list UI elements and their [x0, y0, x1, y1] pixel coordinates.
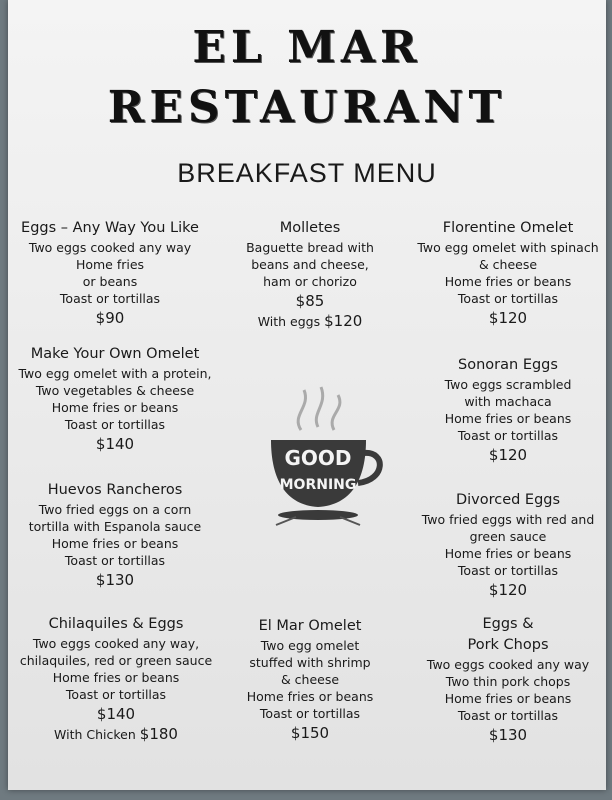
item-desc: Two egg omelet with spinach	[417, 240, 599, 255]
item-desc: Home fries or beans	[52, 670, 180, 685]
item-desc: beans and cheese,	[251, 257, 369, 272]
item-desc: ham or chorizo	[263, 274, 357, 289]
menu-item-sonoran-eggs	[410, 355, 606, 467]
item-price: $130	[488, 726, 528, 744]
item-desc: Toast or tortillas	[64, 553, 166, 568]
extra-price: $120	[324, 312, 363, 330]
item-name: Divorced Eggs	[455, 492, 561, 508]
item-name: El Mar Omelet	[258, 618, 362, 634]
item-price: $90	[95, 309, 125, 327]
menu-item-make-your-own-omelet	[10, 344, 220, 456]
menu-item-el-mar-omelet	[215, 616, 405, 745]
menu-subtitle: BREAKFAST MENU	[177, 158, 437, 188]
item-desc: Toast or tortillas	[59, 291, 161, 306]
item-name-line2: Pork Chops	[467, 637, 549, 653]
menu-paper	[8, 0, 606, 790]
item-desc: Home fries	[75, 257, 145, 272]
item-desc: Toast or tortillas	[457, 708, 559, 723]
item-price: $85	[295, 292, 325, 310]
item-desc: green sauce	[469, 529, 547, 544]
item-desc: Two eggs cooked any way,	[32, 636, 200, 651]
item-desc: Two vegetables & cheese	[35, 383, 195, 398]
item-name: Sonoran Eggs	[458, 357, 558, 373]
item-desc: Two fried eggs on a corn	[38, 502, 192, 517]
item-desc: Home fries or beans	[246, 689, 374, 704]
item-desc: Two eggs cooked any way	[28, 240, 192, 255]
item-extra	[215, 313, 405, 330]
item-desc: Toast or tortillas	[259, 706, 361, 721]
menu-item-divorced-eggs	[410, 490, 606, 602]
item-desc: Two fried eggs with red and	[421, 512, 595, 527]
item-desc: or beans	[82, 274, 138, 289]
good-morning-coffee-cup-icon	[256, 385, 386, 545]
item-name-line1: Eggs &	[482, 616, 534, 632]
item-desc: & cheese	[478, 257, 538, 272]
item-price: $120	[488, 446, 528, 464]
item-desc: Toast or tortillas	[457, 563, 559, 578]
item-desc: Home fries or beans	[444, 274, 572, 289]
item-desc: Toast or tortillas	[64, 417, 166, 432]
extra-label: With Chicken	[54, 727, 136, 742]
extra-label: With eggs	[257, 314, 321, 329]
item-desc: Two eggs cooked any way	[426, 657, 590, 672]
item-price: $120	[488, 309, 528, 327]
item-price: $130	[95, 571, 135, 589]
item-name: Chilaquiles & Eggs	[48, 616, 184, 632]
menu-item-eggs-any-way	[10, 218, 210, 330]
item-price: $140	[96, 705, 136, 723]
item-desc: with machaca	[464, 394, 552, 409]
logo-word-morning: MORNING	[279, 477, 357, 493]
item-name: Eggs – Any Way You Like	[21, 220, 199, 236]
logo-word-good: GOOD	[284, 446, 352, 470]
item-desc: Toast or tortillas	[457, 291, 559, 306]
item-desc: Two eggs scrambled	[444, 377, 572, 392]
item-desc: Baguette bread with	[246, 240, 374, 255]
restaurant-name-line2: RESTAURANT	[107, 82, 507, 133]
item-desc: & cheese	[280, 672, 340, 687]
item-desc: Home fries or beans	[444, 411, 572, 426]
item-price: $150	[290, 724, 330, 742]
item-desc: Toast or tortillas	[457, 428, 559, 443]
item-desc: Two egg omelet	[260, 638, 360, 653]
item-desc: Toast or tortillas	[65, 687, 167, 702]
menu-item-florentine-omelet	[410, 218, 606, 330]
menu-item-chilaquiles	[10, 614, 222, 743]
item-desc: Home fries or beans	[51, 400, 179, 415]
item-desc: Home fries or beans	[444, 546, 572, 561]
restaurant-name-line1: EL MAR	[192, 22, 422, 73]
item-price: $140	[95, 435, 135, 453]
item-desc: chilaquiles, red or green sauce	[19, 653, 213, 668]
menu-item-molletes	[215, 218, 405, 330]
item-name: Huevos Rancheros	[47, 482, 183, 498]
menu-item-eggs-pork-chops	[410, 614, 606, 747]
item-desc: Home fries or beans	[444, 691, 572, 706]
extra-price: $180	[139, 725, 178, 743]
item-desc: tortilla with Espanola sauce	[28, 519, 202, 534]
item-desc: Home fries or beans	[51, 536, 179, 551]
item-price: $120	[488, 581, 528, 599]
item-extra	[10, 726, 222, 743]
item-name: Florentine Omelet	[442, 220, 574, 236]
item-desc: stuffed with shrimp	[249, 655, 371, 670]
menu-item-huevos-rancheros	[10, 480, 220, 592]
item-desc: Two egg omelet with a protein,	[18, 366, 212, 381]
item-name: Molletes	[279, 220, 341, 236]
item-name: Make Your Own Omelet	[30, 346, 200, 362]
item-desc: Two thin pork chops	[445, 674, 571, 689]
